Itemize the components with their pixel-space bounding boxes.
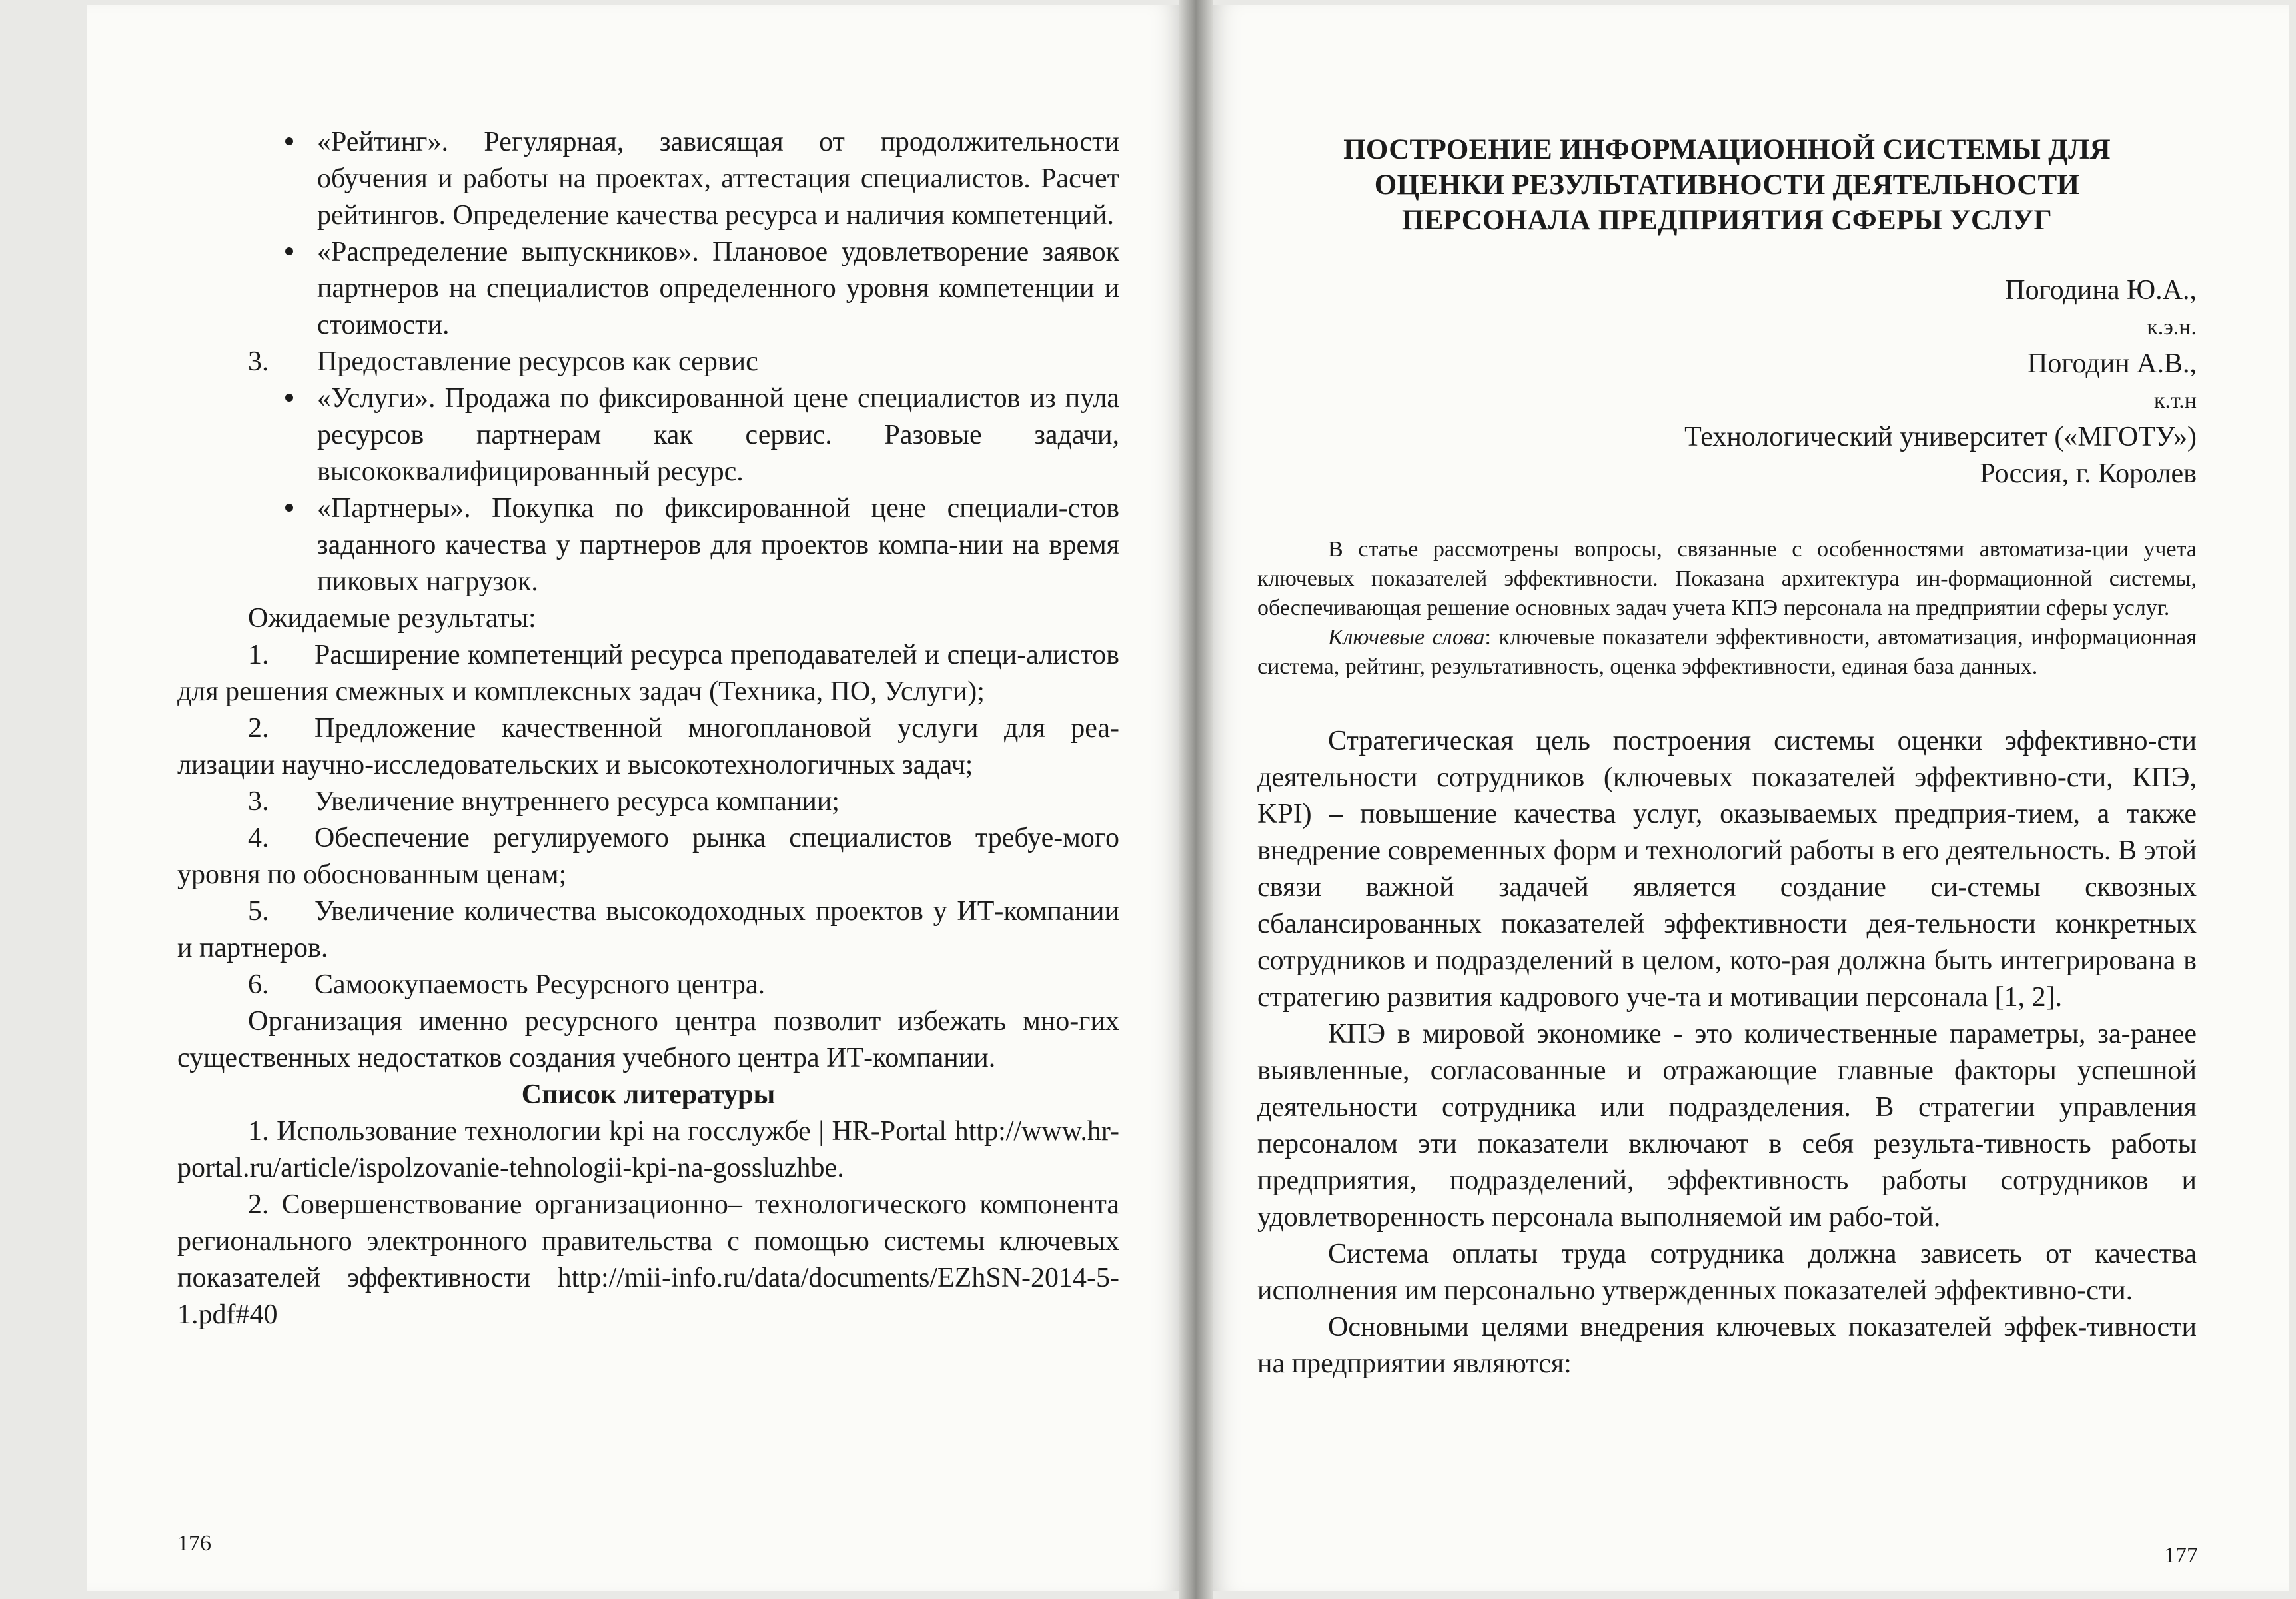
bullet-item xyxy=(177,234,1119,344)
bullet-item xyxy=(177,124,1119,234)
section-text: Предоставление ресурсов как сервис xyxy=(317,346,758,377)
left-page-content xyxy=(177,124,1119,1333)
keywords xyxy=(1257,623,2197,682)
item-number: 2. xyxy=(248,713,269,744)
item-number: 4. xyxy=(248,823,269,853)
title-line: ПЕРСОНАЛА ПРЕДПРИЯТИЯ СФЕРЫ УСЛУГ xyxy=(1401,205,2053,236)
bullet-list-top xyxy=(177,124,1119,344)
abstract xyxy=(1257,535,2197,682)
body-paragraph: КПЭ в мировой экономике - это количественные параметры, за-ранее выявленные, согласованные и отражающие главные факторы успешной деятельности сотрудника или подразделения. В стратегии управления персоналом эти показатели включают в себя результа-тивность работы предприятия, подразделений, эффективность работы сотрудников и удовлетворенность персонала выполняемой им рабо-той. xyxy=(1257,1019,2197,1233)
expected-item xyxy=(177,893,1119,967)
item-text: Увеличение внутреннего ресурса компании; xyxy=(314,786,840,817)
author-name: Погодина Ю.А., xyxy=(2005,275,2197,306)
body-paragraph: Система оплаты труда сотрудника должна зависеть от качества исполнения им персонально утвержденных показателей эффективно-сти. xyxy=(1257,1239,2197,1306)
bullet-icon xyxy=(285,504,293,512)
expected-results-title: Ожидаемые результаты: xyxy=(248,603,536,634)
section-3-heading xyxy=(177,344,1119,380)
body-paragraph: Основными целями внедрения ключевых показателей эффек-тивности на предприятии являются: xyxy=(1257,1312,2197,1379)
body-paragraph: Стратегическая цель построения системы оценки эффективно-сти деятельности сотрудников (ключевых показателей эффективно-сти, КПЭ, KPI) – повышение качества услуг, оказываемых предприя-тием, а также внедрение современных форм и технологий работы в его деятельность. В этой связи важной задачей является создание си-стемы сквозных сбалансированных показателей эффективности дея-тельности конкретных сотрудников и подразделений в целом, кото-рая должна быть интегрирована в стратегию развития кадрового уче-та и мотивации персонала [1, 2]. xyxy=(1257,726,2197,1013)
bullet-icon xyxy=(285,247,293,255)
item-text: Обеспечение регулируемого рынка специалистов требуе-мого уровня по обоснованным ценам; xyxy=(177,823,1119,890)
page-number: 176 xyxy=(177,1531,211,1556)
conclusion-paragraph: Организация именно ресурсного центра позволит избежать мно-гих существенных недостатков создания учебного центра ИТ-компании. xyxy=(177,1006,1119,1073)
item-text: Предложение качественной многоплановой услуги для реа-лизации научно-исследовательских и высокотехнологичных задач; xyxy=(177,713,1119,780)
item-text: Самоокупаемость Ресурсного центра. xyxy=(314,969,766,1000)
reference-item: 2. Совершенствование организационно– технологического компонента регионального электронного правительства с помощью системы ключевых показателей эффективности http://mii-info.ru/data/documents/EZhSN-2014-5-1.pdf#40 xyxy=(177,1189,1119,1330)
author-name: Погодин А.В., xyxy=(2027,348,2197,379)
keywords-label: Ключевые слова xyxy=(1328,625,1485,650)
keywords-text: : ключевые показатели эффективности, автоматизация, информационная система, рейтинг, результативность, оценка эффективности, единая база данных. xyxy=(1257,625,2197,679)
abstract-text: В статье рассмотрены вопросы, связанные с особенностями автоматиза-ции учета ключевых показателей эффективности. Показана архитектура ин-формационной системы, обеспечивающая решение основных задач учета КПЭ персонала на предприятии сферы услуг. xyxy=(1257,537,2197,620)
bullet-icon xyxy=(285,137,293,145)
bullet-item xyxy=(177,380,1119,490)
references-title: Список литературы xyxy=(521,1079,776,1110)
expected-item xyxy=(177,820,1119,893)
bullet-text: «Распределение выпускников». Плановое удовлетворение заявок партнеров на специалистов определенного уровня компетенции и стоимости. xyxy=(317,237,1119,340)
author-block xyxy=(1257,272,2197,492)
item-text: Увеличение количества высокодоходных проектов у ИТ-компании и партнеров. xyxy=(177,896,1119,963)
bullet-list-bottom xyxy=(177,380,1119,600)
section-number: 3. xyxy=(248,346,269,377)
item-number: 3. xyxy=(248,786,269,817)
bullet-item xyxy=(177,490,1119,600)
item-number: 1. xyxy=(248,640,269,670)
bullet-icon xyxy=(285,394,293,402)
expected-item xyxy=(177,637,1119,710)
item-text: Расширение компетенций ресурса преподавателей и специ-алистов для решения смежных и комплексных задач (Техника, ПО, Услуги); xyxy=(177,640,1119,707)
left-page xyxy=(87,5,1179,1591)
right-page xyxy=(1213,5,2289,1591)
expected-item xyxy=(177,710,1119,784)
item-number: 6. xyxy=(248,969,269,1000)
bullet-text: «Услуги». Продажа по фиксированной цене специалистов из пула ресурсов партнерам как сервис. Разовые задачи, высококвалифицированный ресурс. xyxy=(317,383,1119,487)
author-degree: к.т.н xyxy=(2153,388,2197,413)
page-number: 177 xyxy=(2164,1543,2198,1568)
bullet-text: «Рейтинг». Регулярная, зависящая от продолжительности обучения и работы на проектах, аттестация специалистов. Расчет рейтингов. Определение качества ресурса и наличия компетенций. xyxy=(317,127,1119,231)
references-list xyxy=(177,1113,1119,1333)
affiliation: Технологический университет («МГОТУ») xyxy=(1684,422,2197,452)
location: Россия, г. Королев xyxy=(1980,458,2197,489)
reference-item: 1. Использование технологии kpi на госслужбе | HR-Portal http://www.hr-portal.ru/article/ispolzovanie-tehnologii-kpi-na-gossluzhbe. xyxy=(177,1116,1119,1183)
article-body xyxy=(1257,723,2197,1382)
title-line: ПОСТРОЕНИЕ ИНФОРМАЦИОННОЙ СИСТЕМЫ ДЛЯ xyxy=(1343,134,2111,165)
title-line: ОЦЕНКИ РЕЗУЛЬТАТИВНОСТИ ДЕЯТЕЛЬНОСТИ xyxy=(1374,169,2080,201)
author-degree: к.э.н. xyxy=(2147,315,2197,340)
bullet-text: «Партнеры». Покупка по фиксированной цене специали-стов заданного качества у партнеров для проектов компа-нии на время пиковых нагрузок. xyxy=(317,493,1119,597)
right-page-content xyxy=(1257,132,2197,1382)
expected-item xyxy=(177,967,1119,1003)
expected-item xyxy=(177,784,1119,820)
article-title xyxy=(1257,132,2197,238)
item-number: 5. xyxy=(248,896,269,927)
book-gutter xyxy=(1179,0,1213,1599)
